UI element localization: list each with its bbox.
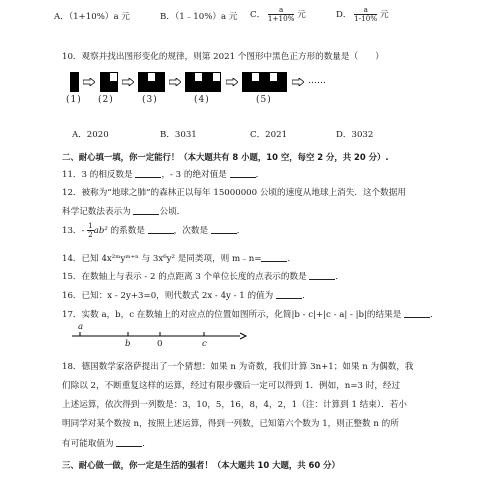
square-white (251, 72, 260, 82)
q13-term: ab² (93, 226, 108, 236)
q10-figure-label-2: (2) (98, 95, 114, 105)
square-black (278, 82, 287, 92)
q12-line-1: 12．被称为“地球之肺”的森林正以每年 15000000 公顷的速度从地球上消失．这个数据用 (62, 188, 406, 198)
q10-question: 10．观察并找出图形变化的规律，则第 2021 个图形中黑色正方形的数量是（ ） (62, 52, 384, 62)
q13-mid: 的系数是 (107, 226, 148, 236)
q9-option-c-prefix: C． (250, 10, 266, 20)
axis-label-c: c (202, 339, 207, 349)
q11-question (62, 168, 264, 180)
square-black (260, 82, 269, 92)
square-white (147, 72, 156, 82)
square-black (278, 72, 287, 82)
q10-figure-label-4: (4) (194, 95, 210, 105)
q15-text: 15．在数轴上与表示 - 2 的点距离 3 个单位长度的点表示的数是 (62, 272, 310, 282)
q10-figure-label-5: (5) (256, 95, 272, 105)
q9-option-c-numerator: a (268, 6, 295, 15)
axis-label-a: a (78, 322, 84, 332)
square-black (203, 82, 212, 92)
q17-text: 17．实数 a，b，c 在数轴上的对应点的位置如图所示，化简|b - c|+|c - a| - |b|的结果是 (62, 310, 405, 320)
q11-mid: ，- 3 的绝对值是 (161, 170, 230, 180)
q10-option-c[interactable]: C．2021 (250, 130, 288, 140)
q18-line-3: 上述运算，依次得到一列数是：3，10，5，16，8，4，2，1（注：计算到 1 结束）．若小 (62, 400, 407, 410)
q13-prefix: 13．- (62, 226, 88, 236)
q18-blank[interactable] (116, 438, 142, 447)
square-black (242, 72, 251, 82)
q10-pattern-figure (66, 70, 420, 120)
q10-options-row (0, 128, 480, 140)
square-black (138, 82, 147, 92)
q9-option-c-suffix: 元 (297, 10, 306, 20)
q9-options-row (0, 6, 480, 28)
square-white (109, 72, 118, 82)
q16-blank[interactable] (276, 290, 302, 299)
q14-blank[interactable] (261, 253, 287, 262)
q9-option-d[interactable] (336, 6, 389, 23)
q18-line-1: 18．德国数学家洛萨提出了一个猜想：如果 n 为奇数，我们计算 3n+1；如果 n 为偶数，我 (62, 362, 414, 372)
q12-line-2-prefix: 科学记数法表示为 (62, 207, 134, 217)
q9-option-d-denominator: 1-10% (354, 14, 378, 23)
square-black (70, 82, 79, 92)
q17-end: ． (430, 310, 439, 320)
q12-line-2 (62, 205, 185, 217)
q9-option-d-prefix: D． (336, 10, 352, 20)
square-black (185, 82, 194, 92)
axis-label-b: b (125, 339, 131, 349)
q11-text: 11．3 的相反数是 (62, 170, 136, 180)
q11-end: ． (255, 170, 265, 180)
square-black (147, 82, 156, 92)
q10-option-b[interactable]: B．3031 (160, 130, 197, 140)
q9-option-b[interactable]: B．（1﹣10%）a 元 (160, 12, 238, 22)
q14-question (62, 252, 296, 264)
square-black (70, 72, 79, 82)
q10-option-d[interactable]: D．3032 (336, 130, 374, 140)
arrow-right-icon (226, 78, 238, 86)
q16-end: ． (301, 291, 311, 301)
arrow-right-icon (169, 78, 181, 86)
q13-fraction (87, 222, 94, 239)
square-black (138, 72, 147, 82)
q9-option-c[interactable] (250, 6, 306, 23)
q10-ellipsis: …… (308, 76, 326, 86)
q9-option-d-suffix: 元 (379, 10, 389, 20)
q15-blank[interactable] (309, 271, 335, 280)
q12-line-2-suffix: 公顷． (159, 207, 186, 217)
q14-end: ． (287, 254, 297, 264)
q13-blank-1[interactable] (148, 225, 174, 234)
square-black (194, 82, 203, 92)
q17-number-line (70, 322, 250, 352)
q10-figure-label-3: (3) (142, 95, 158, 105)
q17-question (62, 308, 439, 320)
q10-figure-label-1: (1) (66, 95, 82, 105)
q18-last-prefix: 有可能取值为 (62, 439, 117, 449)
arrow-right-icon (83, 78, 95, 86)
q14-text: 14．已知 4x²ᵐyᵐ⁺ⁿ 与 3x⁶y² 是同类项，则 m﹣n= (62, 254, 262, 264)
q9-option-d-fraction (354, 6, 377, 23)
q9-option-d-numerator: a (354, 6, 377, 15)
q11-blank-1[interactable] (135, 169, 161, 178)
q13-mid2: ，次数是 (173, 226, 211, 236)
square-black (242, 82, 251, 92)
square-white (194, 72, 203, 82)
q12-blank[interactable] (133, 206, 159, 215)
axis-label-0: 0 (157, 339, 163, 349)
square-black (260, 72, 269, 82)
q10-option-a[interactable]: A．2020 (72, 130, 109, 140)
square-white (212, 72, 221, 82)
q17-blank[interactable] (404, 309, 430, 318)
q11-blank-2[interactable] (230, 169, 256, 178)
square-white (269, 72, 278, 82)
q15-end: ． (335, 272, 345, 282)
q13-fraction-numerator: 1 (88, 221, 93, 230)
q18-last-end: ． (142, 439, 151, 449)
square-black (100, 72, 109, 82)
q13-fraction-denominator: 2 (88, 230, 93, 239)
square-black (109, 82, 118, 92)
square-black (156, 82, 165, 92)
section-3-title: 三、耐心做一做，你一定是生活的强者！（本大题共 10 大题，共 60 分） (62, 460, 340, 470)
q18-line-5 (62, 437, 151, 449)
arrow-right-icon (292, 78, 304, 86)
q18-line-2: 们除以 2，不断重复这样的运算，经过有限步骤后一定可以得到 1．例如，n=3 时，经过 (62, 381, 401, 391)
square-black (251, 82, 260, 92)
q15-question (62, 270, 344, 282)
q13-blank-2[interactable] (211, 225, 237, 234)
square-black (269, 82, 278, 92)
q13-end: ． (236, 226, 246, 236)
q13-question (62, 222, 245, 239)
q16-question (62, 289, 311, 301)
square-black (100, 82, 109, 92)
section-2-title: 二、耐心填一填，你一定能行！（本大题共有 8 小题，10 空，每空 2 分，共 20 分）. (62, 152, 389, 162)
square-black (212, 82, 221, 92)
square-black (156, 72, 165, 82)
square-black (185, 72, 194, 82)
arrow-right-icon (122, 78, 134, 86)
square-black (203, 72, 212, 82)
q16-text: 16．已知：x - 2y+3=0，则代数式 2x - 4y - 1 的值为 (62, 291, 276, 301)
q9-option-c-fraction (268, 6, 295, 23)
q18-line-4: 明同学对某个数按 n，按照上述运算，得到一列数，已知第六个数为 1，则正整数 n 的所 (62, 419, 399, 429)
q9-option-a[interactable]: A．（1+10%）a 元 (54, 12, 130, 22)
q9-option-c-denominator: 1+10% (267, 14, 295, 23)
